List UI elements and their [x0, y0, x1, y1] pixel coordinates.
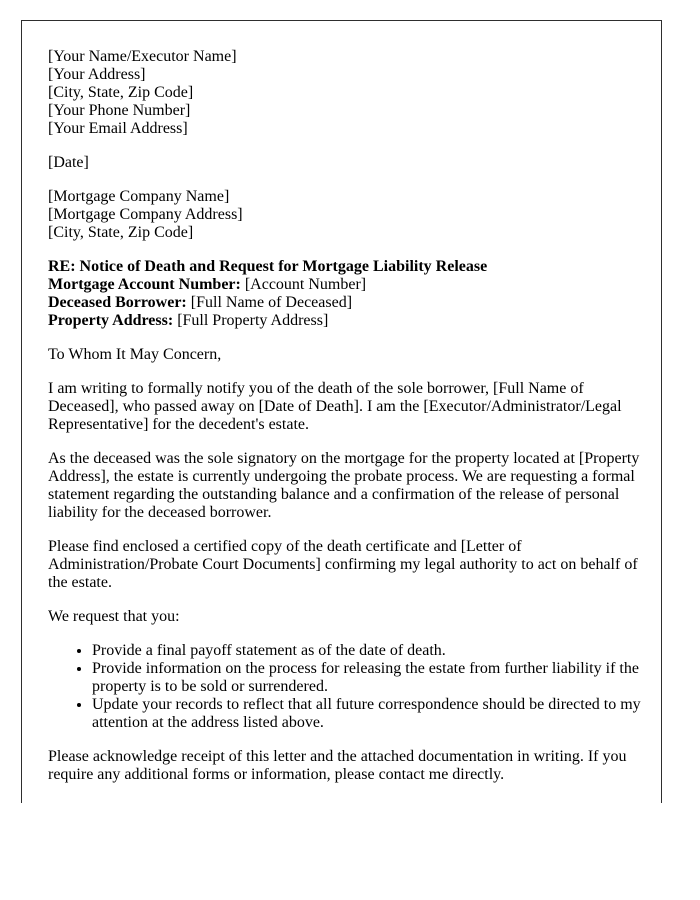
property-address-label: Property Address:	[48, 312, 174, 329]
recipient-block	[48, 188, 643, 242]
request-intro: We request that you:	[48, 608, 180, 625]
reference-block	[48, 258, 643, 330]
deceased-borrower-value: [Full Name of Deceased]	[190, 294, 353, 311]
request-item-payoff: • Provide a final payoff statement as of the date of death.	[92, 642, 643, 660]
sender-email-line: [Your Email Address]	[48, 120, 188, 137]
salutation: To Whom It May Concern,	[48, 346, 222, 363]
account-number-value: [Account Number]	[244, 276, 367, 293]
sender-city-line: [City, State, Zip Code]	[48, 84, 194, 101]
body-paragraph-1: I am writing to formally notify you of the death of the sole borrower, [Full Name of Deceased], who passed away on [Date of Death]. I am the [Executor/Administrator/Legal Representative] for the decedent's estate.	[48, 380, 622, 433]
recipient-address-line: [Mortgage Company Address]	[48, 206, 243, 223]
subject-line: RE: Notice of Death and Request for Mortgage Liability Release	[48, 258, 488, 275]
closing-paragraph: Please acknowledge receipt of this letter and the attached documentation in writing. If you require any additional forms or information, please contact me directly.	[48, 748, 627, 783]
request-item-liability: • Provide information on the process for releasing the estate from further liability if the property is to be sold or surrendered.	[92, 660, 643, 696]
letter-page	[21, 20, 662, 803]
sender-address-line: [Your Address]	[48, 66, 146, 83]
date-line: [Date]	[48, 154, 89, 171]
recipient-city-line: [City, State, Zip Code]	[48, 224, 194, 241]
sender-name-line: [Your Name/Executor Name]	[48, 48, 237, 65]
request-list	[48, 642, 643, 732]
account-number-label: Mortgage Account Number:	[48, 276, 241, 293]
body-paragraph-2: As the deceased was the sole signatory on the mortgage for the property located at [Property Address], the estate is currently undergoing the probate process. We are requesting a formal statement regarding the outstanding balance and a confirmation of the release of personal liability for the deceased borrower.	[48, 450, 640, 521]
body-paragraph-3: Please find enclosed a certified copy of the death certificate and [Letter of Administration/Probate Court Documents] confirming my legal authority to act on behalf of the estate.	[48, 538, 638, 591]
request-item-records: • Update your records to reflect that all future correspondence should be directed to my attention at the address listed above.	[92, 696, 643, 732]
property-address-value: [Full Property Address]	[177, 312, 329, 329]
recipient-company-line: [Mortgage Company Name]	[48, 188, 230, 205]
sender-phone-line: [Your Phone Number]	[48, 102, 191, 119]
sender-block	[48, 48, 643, 138]
deceased-borrower-label: Deceased Borrower:	[48, 294, 187, 311]
